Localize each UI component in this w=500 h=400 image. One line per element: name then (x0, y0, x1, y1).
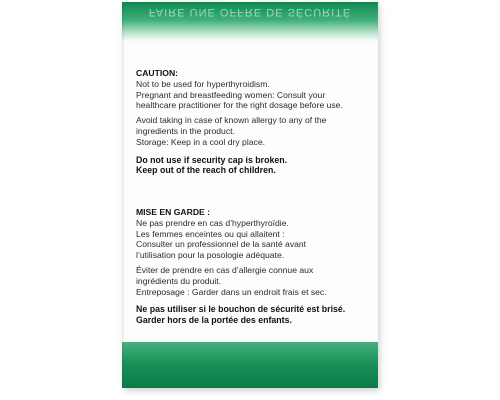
top-flap-print: FAIRE UNE OFFRE DE SÉCURITÉ (148, 6, 352, 18)
caution-heading: CAUTION: (136, 68, 179, 78)
allergy-warning: Avoid taking in case of known allergy to any of the ingredients in the product. (136, 115, 327, 136)
english-caution-panel (136, 68, 370, 176)
children-warning: Keep out of the reach of children. (136, 165, 276, 176)
box-left-edge-shading (122, 2, 125, 388)
security-cap-warning: Do not use if security cap is broken. (136, 154, 288, 165)
grossesse-warning: Les femmes enceintes ou qui allaitent : Consulter un professionnel de la santé avant l’utilisation pour la posologie adéquate. (136, 228, 307, 261)
hyperthyroidism-warning: Not to be used for hyperthyroidism. (136, 78, 270, 89)
mise-en-garde-heading: MISE EN GARDE : (136, 207, 211, 217)
hyperthyroidie-warning: Ne pas prendre en cas d’hyperthyroïdie. (136, 217, 289, 228)
allergie-warning: Éviter de prendre en cas d’allergie connue aux ingrédients du produit. (136, 264, 314, 286)
bottom-green-band (122, 342, 378, 388)
pregnancy-warning: Pregnant and breastfeeding women: Consult your healthcare practitioner for the right dosage before use. (136, 89, 343, 111)
bouchon-securite-warning: Ne pas utiliser si le bouchon de sécurité est brisé. (136, 304, 346, 315)
product-box (122, 2, 378, 388)
enfants-warning: Garder hors de la portée des enfants. (136, 315, 292, 326)
entreposage-instruction: Entreposage : Garder dans un endroit frais et sec. (136, 286, 327, 297)
french-caution-panel (136, 207, 370, 326)
storage-instruction: Storage: Keep in a cool dry place. (136, 136, 265, 147)
top-green-band (122, 2, 378, 42)
